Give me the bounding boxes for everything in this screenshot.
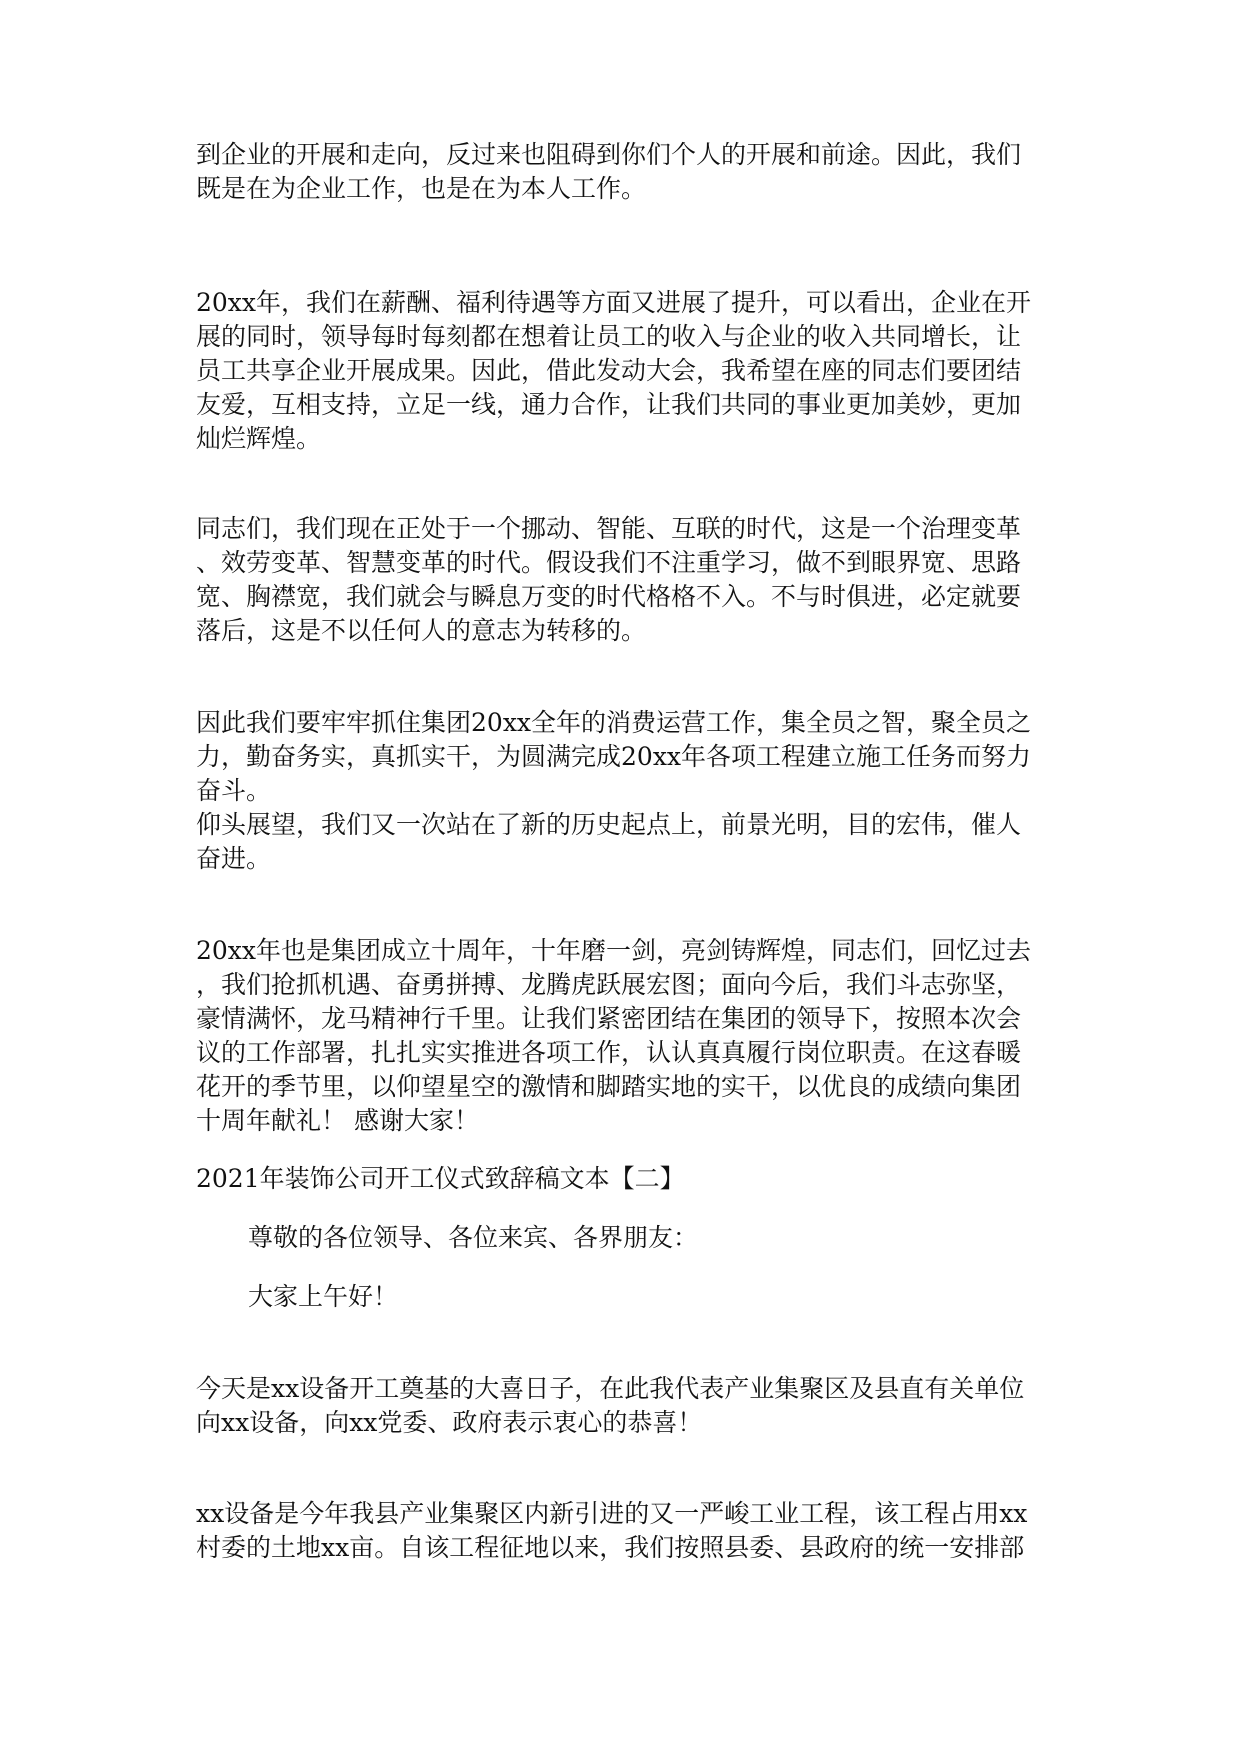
text-line: 今天是xx设备开工奠基的大喜日子，在此我代表产业集聚区及县直有关单位 [196,1374,1025,1403]
greeting: 大家上午好！ [248,1282,399,1311]
salutation: 尊敬的各位领导、各位来宾、各界朋友： [248,1223,699,1252]
text-line: 村委的土地xx亩。自该工程征地以来，我们按照县委、县政府的统一安排部 [196,1533,1025,1562]
text-line: 友爱，互相支持，立足一线，通力合作，让我们共同的事业更加美妙，更加 [196,390,1022,419]
text-line: ，我们抢抓机遇、奋勇拼搏、龙腾虎跃展宏图；面向今后，我们斗志弥坚， [196,970,1022,999]
text-line: 奋斗。 [196,776,272,805]
text-line: xx设备是今年我县产业集聚区内新引进的又一严峻工业工程，该工程占用xx [196,1499,1028,1528]
text-line: 既是在为企业工作，也是在为本人工作。 [196,174,647,203]
text-line: 十周年献礼！ 感谢大家！ [196,1106,479,1135]
text-line: 员工共享企业开展成果。因此，借此发动大会，我希望在座的同志们要团结 [196,356,1022,385]
text-line: 奋进。 [196,844,272,873]
text-line: 落后，这是不以任何人的意志为转移的。 [196,616,647,645]
text-line: 宽、胸襟宽，我们就会与瞬息万变的时代格格不入。不与时俱进，必定就要 [196,582,1022,611]
text-line: 向xx设备，向xx党委、政府表示衷心的恭喜！ [196,1408,703,1437]
text-line: 力，勤奋务实，真抓实干，为圆满完成20xx年各项工程建立施工任务而努力 [196,742,1032,771]
text-line: 仰头展望，我们又一次站在了新的历史起点上，前景光明，目的宏伟，催人 [196,810,1022,839]
text-line: 到企业的开展和走向，反过来也阻碍到你们个人的开展和前途。因此，我们 [196,140,1022,169]
text-line: 因此我们要牢牢抓住集团20xx全年的消费运营工作，集全员之智，聚全员之 [196,708,1032,737]
text-line: 灿烂辉煌。 [196,424,322,453]
text-line: 豪情满怀，龙马精神行千里。让我们紧密团结在集团的领导下，按照本次会 [196,1004,1022,1033]
section-heading: 2021年装饰公司开工仪式致辞稿文本【二】 [196,1164,685,1193]
text-line: 20xx年也是集团成立十周年，十年磨一剑，亮剑铸辉煌，同志们，回忆过去 [196,936,1032,965]
text-line: 、效劳变革、智慧变革的时代。假设我们不注重学习，做不到眼界宽、思路 [196,548,1022,577]
text-line: 20xx年，我们在薪酬、福利待遇等方面又进展了提升，可以看出，企业在开 [196,288,1032,317]
text-line: 展的同时，领导每时每刻都在想着让员工的收入与企业的收入共同增长，让 [196,322,1022,351]
text-line: 议的工作部署，扎扎实实推进各项工作，认认真真履行岗位职责。在这春暖 [196,1038,1022,1067]
text-line: 花开的季节里，以仰望星空的激情和脚踏实地的实干，以优良的成绩向集团 [196,1072,1022,1101]
text-line: 同志们，我们现在正处于一个挪动、智能、互联的时代，这是一个治理变革 [196,514,1022,543]
